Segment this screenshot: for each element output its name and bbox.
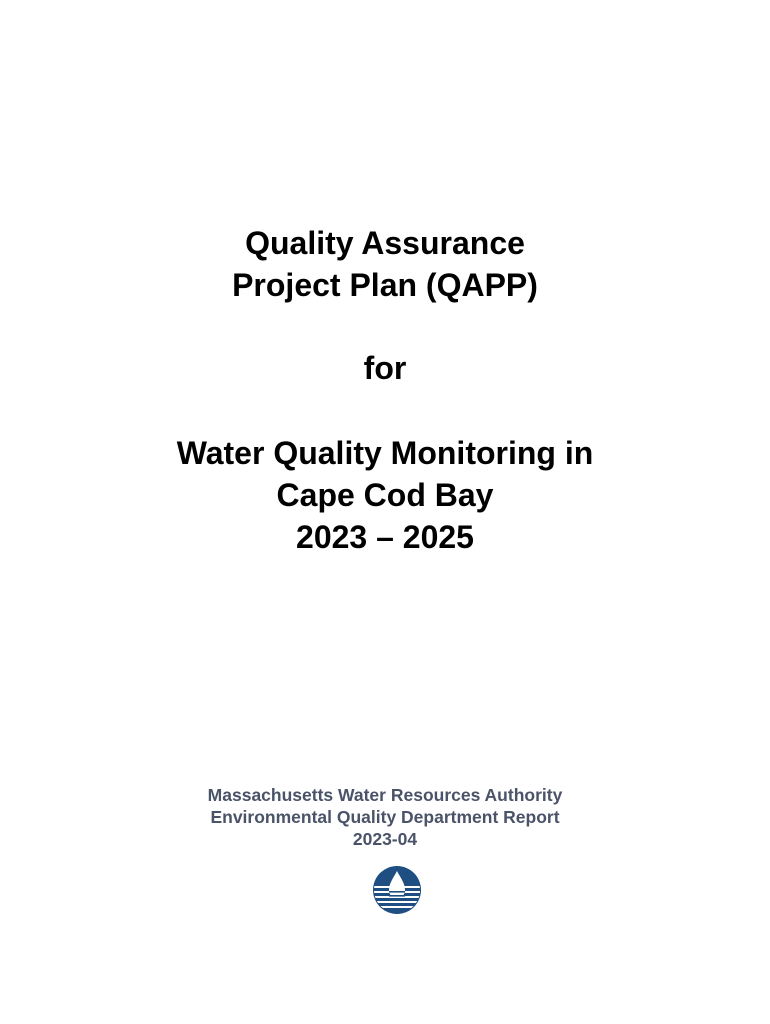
subject-line-1: Water Quality Monitoring in: [176, 435, 594, 471]
document-title: [0, 222, 770, 306]
subject-line-2: Cape Cod Bay: [276, 477, 494, 513]
title-line-2: Project Plan (QAPP): [232, 267, 538, 303]
subject-line-3: 2023 – 2025: [296, 519, 474, 555]
mwra-logo-icon: [372, 865, 422, 915]
organization-name: Massachusetts Water Resources Authority: [207, 785, 563, 805]
title-line-1: Quality Assurance: [245, 225, 525, 261]
report-number: 2023-04: [352, 829, 418, 849]
document-subject: [0, 432, 770, 558]
connector-word: for: [363, 350, 407, 386]
department-name: Environmental Quality Department Report: [210, 807, 560, 827]
organization-block: [0, 784, 770, 850]
title-connector: [0, 347, 770, 389]
